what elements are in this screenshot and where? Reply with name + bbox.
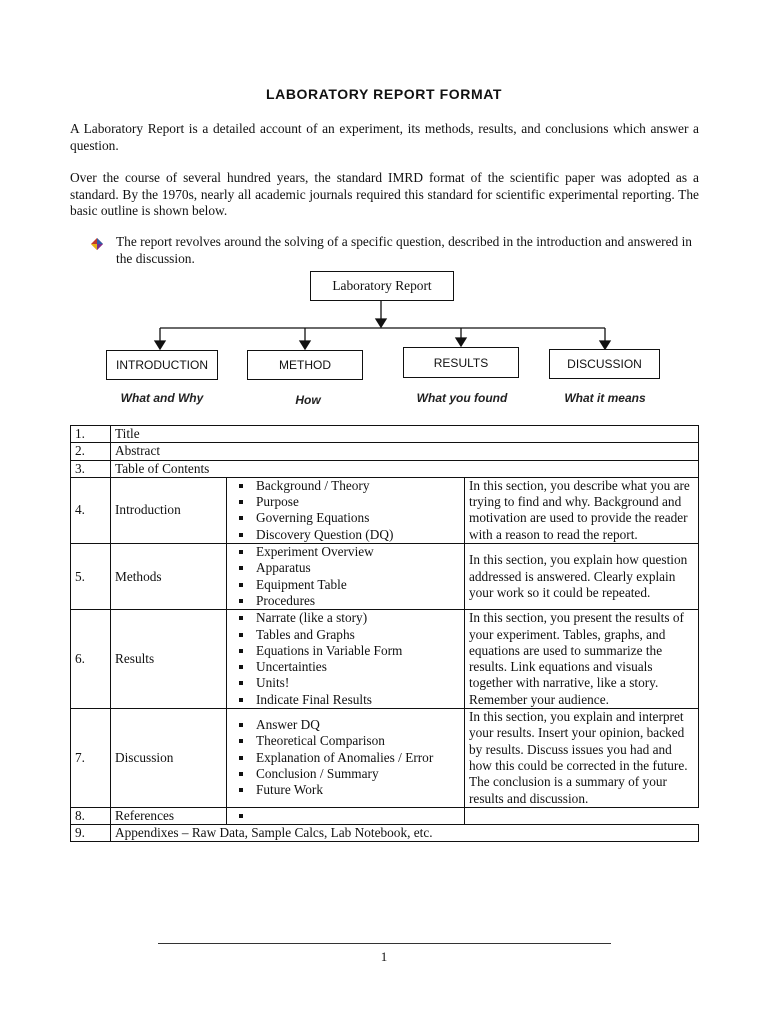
list-item: Answer DQ xyxy=(239,717,460,733)
row-items xyxy=(227,544,465,610)
list-item: Conclusion / Summary xyxy=(239,766,460,782)
row-description: In this section, you explain how question addressed is answered. Clearly explain your work so it could be repeated. xyxy=(465,544,699,610)
list-item: Units! xyxy=(239,675,460,691)
row-items xyxy=(227,709,465,808)
list-item: Equipment Table xyxy=(239,577,460,593)
results-box: RESULTS xyxy=(403,347,519,378)
table-row xyxy=(71,825,699,842)
row-items xyxy=(227,807,465,824)
list-item: Narrate (like a story) xyxy=(239,610,460,626)
caption-discussion: What it means xyxy=(564,391,646,405)
row-number: 4. xyxy=(71,477,111,543)
row-label: Introduction xyxy=(111,477,227,543)
table-row xyxy=(71,544,699,610)
table-row xyxy=(71,443,699,460)
list-item: Governing Equations xyxy=(239,510,460,526)
table-row xyxy=(71,610,699,709)
introduction-box: INTRODUCTION xyxy=(106,350,218,380)
list-item: Purpose xyxy=(239,494,460,510)
intro-paragraph: A Laboratory Report is a detailed account of an experiment, its methods, results, and conclusions which answer a question. xyxy=(70,121,699,153)
row-label: References xyxy=(111,807,227,824)
row-label: Abstract xyxy=(111,443,699,460)
empty-list-item xyxy=(239,808,460,824)
list-item: Experiment Overview xyxy=(239,544,460,560)
description-conclusion: The conclusion is a summary of your results and discussion. xyxy=(469,774,667,806)
list-item: Explanation of Anomalies / Error xyxy=(239,750,460,766)
row-label: Methods xyxy=(111,544,227,610)
list-item: Apparatus xyxy=(239,560,460,576)
table-row xyxy=(71,807,699,824)
history-paragraph: Over the course of several hundred years, the standard IMRD format of the scientific paper was adopted as a standard. By the 1970s, nearly all academic journals required this standard for scientific experimental reporting. The basic outline is shown below. xyxy=(70,170,699,219)
method-box: METHOD xyxy=(247,350,363,380)
list-item: Theoretical Comparison xyxy=(239,733,460,749)
row-label: Discussion xyxy=(111,709,227,808)
list-item: Future Work xyxy=(239,782,460,798)
caption-results: What you found xyxy=(416,391,508,405)
table-row xyxy=(71,460,699,477)
row-number: 6. xyxy=(71,610,111,709)
diagram-connectors xyxy=(0,0,768,400)
list-item: Procedures xyxy=(239,593,460,609)
table-row xyxy=(71,477,699,543)
page-number: 1 xyxy=(380,949,388,964)
row-number: 7. xyxy=(71,709,111,808)
row-description: In this section, you present the results of your experiment. Tables, graphs, and equations are used to summarize the results. Link equations and visuals together with narrative, like a story. Remember your audience. xyxy=(465,610,699,709)
caption-method: How xyxy=(295,393,321,407)
row-number: 1. xyxy=(71,426,111,443)
outline-table xyxy=(70,425,699,842)
list-item: Equations in Variable Form xyxy=(239,643,460,659)
list-item: Indicate Final Results xyxy=(239,692,460,708)
row-number: 8. xyxy=(71,807,111,824)
bullet-text: The report revolves around the solving of a specific question, described in the introduction and answered in the discussion. xyxy=(116,234,692,266)
row-label: Results xyxy=(111,610,227,709)
row-description xyxy=(465,709,699,808)
table-row xyxy=(71,426,699,443)
row-items xyxy=(227,610,465,709)
row-items xyxy=(227,477,465,543)
row-description: In this section, you describe what you are trying to find and why. Background and motivation are used to provide the reader with a reason to read the report. xyxy=(465,477,699,543)
discussion-box: DISCUSSION xyxy=(549,349,660,379)
list-item: Uncertainties xyxy=(239,659,460,675)
list-item: Tables and Graphs xyxy=(239,627,460,643)
row-number: 2. xyxy=(71,443,111,460)
root-box: Laboratory Report xyxy=(310,271,454,301)
row-label: Appendixes – Raw Data, Sample Calcs, Lab Notebook, etc. xyxy=(111,825,699,842)
row-label: Table of Contents xyxy=(111,460,699,477)
row-label: Title xyxy=(111,426,699,443)
page-title: LABORATORY REPORT FORMAT xyxy=(265,86,503,102)
caption-introduction: What and Why xyxy=(120,391,204,405)
list-item: Discovery Question (DQ) xyxy=(239,527,460,543)
footer-rule xyxy=(158,943,611,944)
description-text: In this section, you explain and interpret your results. Insert your opinion, backed by results. Discuss issues you had and how this could be corrected in the future. xyxy=(469,709,688,773)
row-description-empty xyxy=(465,807,699,824)
table-row xyxy=(71,709,699,808)
row-number: 9. xyxy=(71,825,111,842)
row-number: 3. xyxy=(71,460,111,477)
list-item: Background / Theory xyxy=(239,478,460,494)
row-number: 5. xyxy=(71,544,111,610)
